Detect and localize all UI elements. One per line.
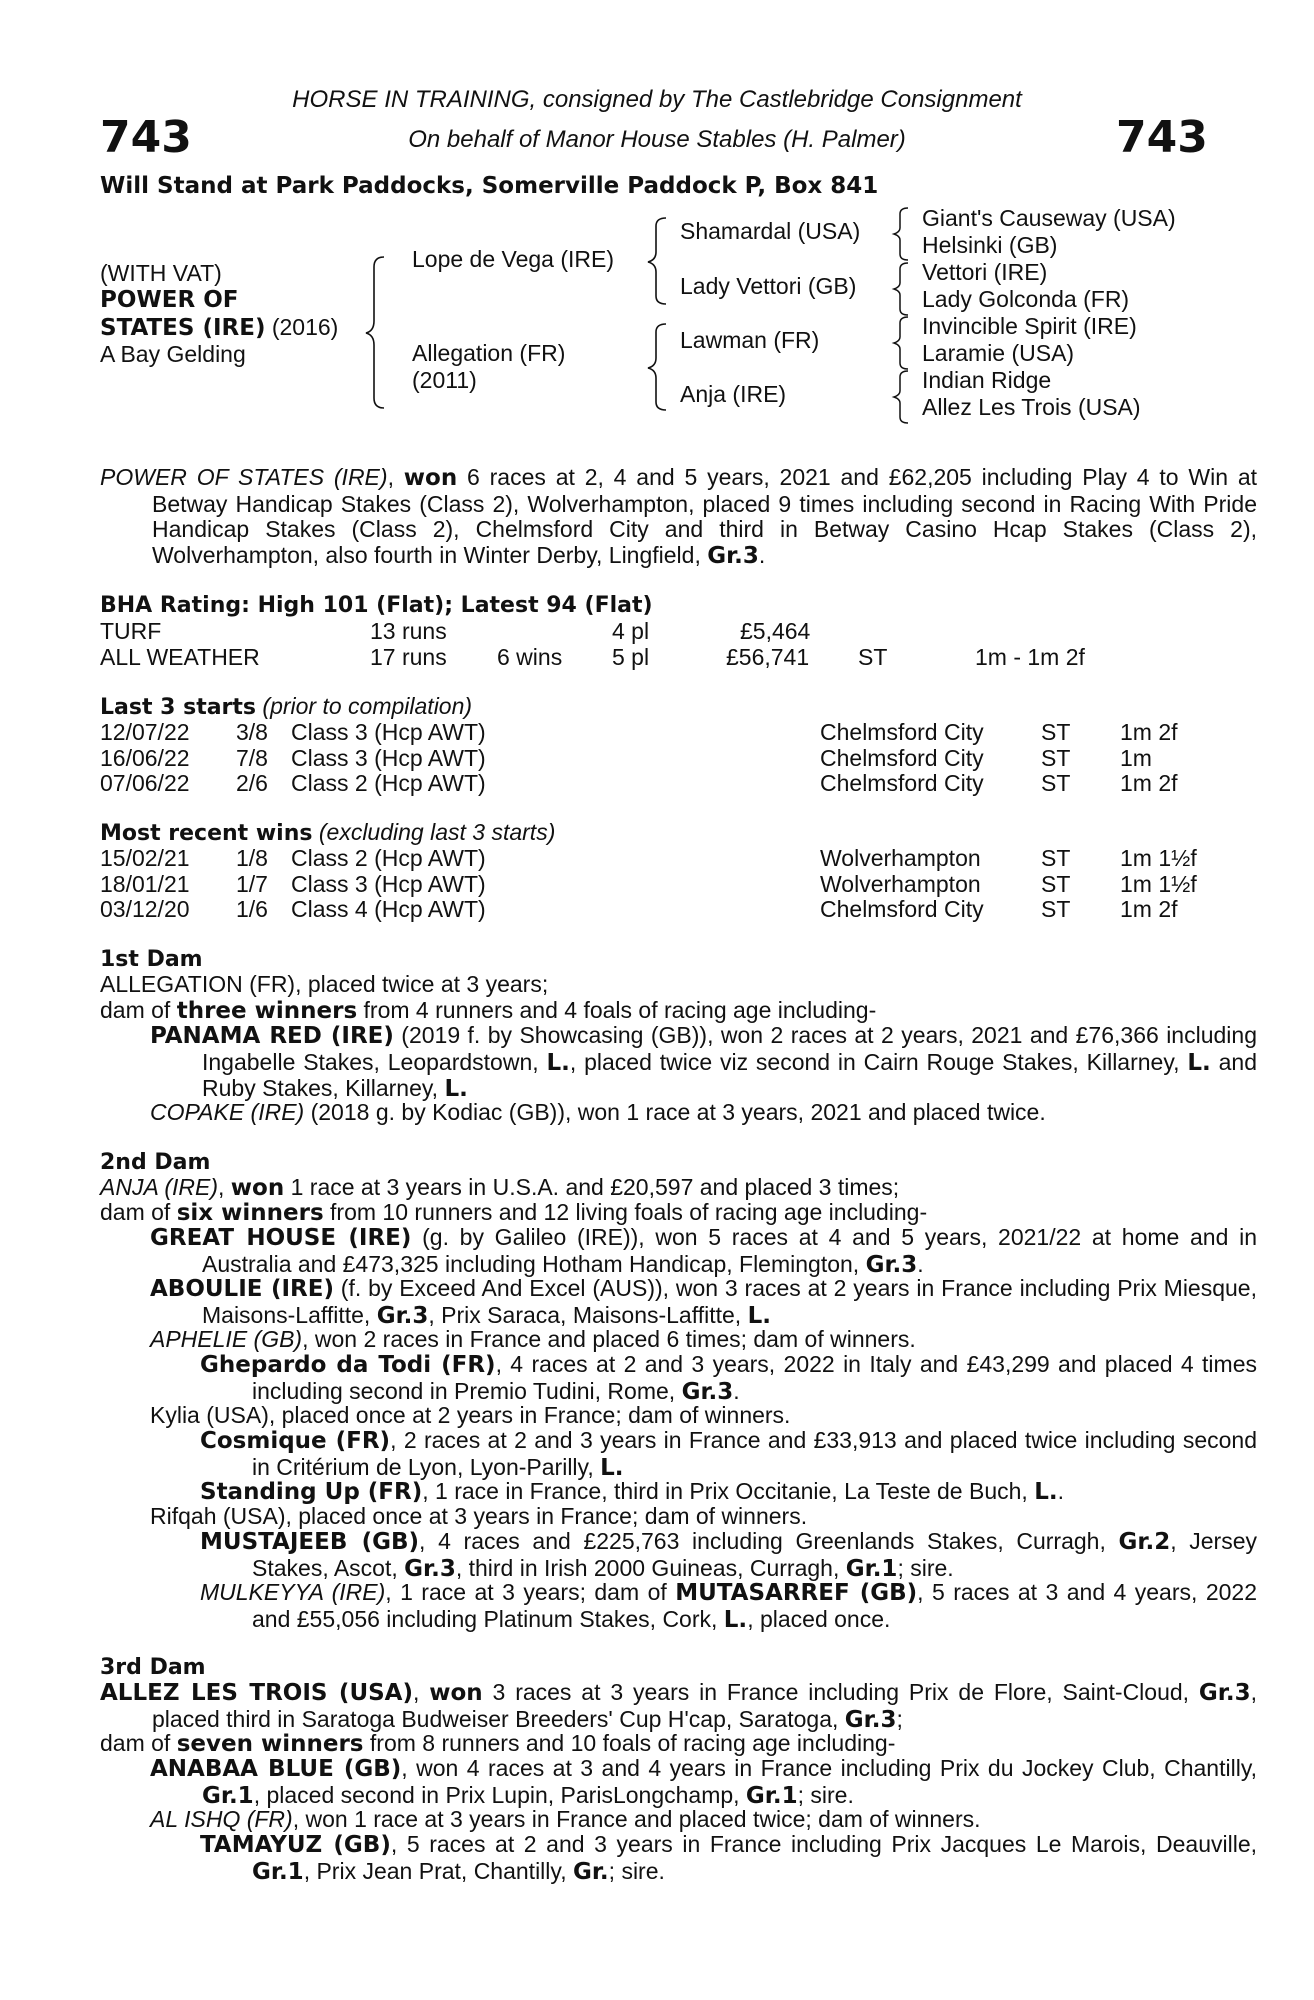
race-position: 3/8 <box>236 719 268 745</box>
grade: Gr.3 <box>844 1706 897 1733</box>
horse-name-line2: STATES (IRE) <box>100 315 266 341</box>
race-date: 03/12/20 <box>100 896 190 922</box>
race-course: Wolverhampton <box>820 845 981 871</box>
produce-mustajeeb <box>200 1529 1257 1582</box>
horse-name: MULKEYYA (IRE) <box>200 1579 386 1605</box>
recent-wins-title: Most recent wins <box>100 821 313 846</box>
text: from 8 runners and 10 foals of racing age including- <box>363 1730 896 1756</box>
grade: L. <box>1034 1479 1058 1505</box>
text: 3 races at 3 years in France including Prix de Flore, Saint-Cloud, <box>482 1679 1199 1705</box>
grade: Gr. <box>572 1858 609 1885</box>
sire-dam: Lady Vettori (GB) <box>680 273 857 299</box>
grade: Gr.3 <box>681 1378 734 1405</box>
race-date: 18/01/21 <box>100 870 190 897</box>
grade: L. <box>444 1076 468 1103</box>
race-going: ST <box>1041 719 1071 745</box>
horse-name: MUTASARREF (GB) <box>675 1580 918 1606</box>
sire-dam-dam: Lady Golconda (FR) <box>922 286 1130 312</box>
race-distance: 1m 2f <box>1120 770 1178 796</box>
grade: Gr.3 <box>376 1302 429 1329</box>
text: ; sire. <box>897 1554 954 1581</box>
text: ; sire. <box>797 1781 854 1808</box>
grade: L. <box>1187 1049 1211 1076</box>
horse-name: COPAKE (IRE) <box>150 1099 305 1125</box>
text: dam of <box>100 1730 177 1756</box>
text: , 2 races at 2 and 3 years in France and £33,913 and placed twice including second in Critérium de Lyon, Lyon-Parilly, <box>252 1427 1257 1480</box>
produce-anabaa-blue <box>150 1756 1257 1809</box>
summary-won: won <box>403 465 458 491</box>
text: from 4 runners and 4 foals of racing age including- <box>357 997 877 1023</box>
race-position: 2/6 <box>236 770 268 796</box>
horse-name: ALLEZ LES TROIS (USA) <box>100 1680 413 1706</box>
text: dam of <box>100 997 177 1023</box>
grade: Gr.3 <box>865 1251 918 1278</box>
horse-name: ABOULIE (IRE) <box>150 1276 334 1302</box>
first-dam-title: 1st Dam <box>100 947 203 972</box>
horse-name: Cosmique (FR) <box>200 1428 391 1454</box>
horse-name: PANAMA RED (IRE) <box>150 1023 394 1049</box>
produce-standing-up: Standing Up (FR), 1 race in France, third in Prix Occitanie, La Teste de Buch, L.. <box>200 1478 1064 1505</box>
rating-surface: ALL WEATHER <box>100 644 260 670</box>
winners-count: six winners <box>176 1200 324 1226</box>
recent-wins-heading <box>100 820 555 847</box>
text: dam of <box>100 1199 177 1225</box>
lot-number-right: 743 <box>1116 112 1208 163</box>
text: (g. by Galileo (IRE)), won 5 races at 4 and 5 years, 2021/22 at home and in Australia and £473,325 including Hotham Handicap, Flemington, <box>202 1224 1258 1277</box>
text: , third in Irish 2000 Guineas, Curragh, <box>455 1554 846 1581</box>
horse-name-line2-wrap <box>100 314 338 341</box>
produce-cosmique <box>200 1428 1257 1481</box>
text: , placed third in Saratoga Budweiser Breeders' Cup H'cap, Saratoga, <box>152 1679 1257 1732</box>
text: (2018 g. by Kodiac (GB)), won 1 race at 3 years, 2021 and placed twice. <box>304 1099 1046 1125</box>
pedigree-bracket-dam <box>652 322 672 412</box>
race-distance: 1m 1½f <box>1120 870 1197 897</box>
text: , 1 race at 3 years; dam of <box>385 1579 676 1605</box>
third-dam-title: 3rd Dam <box>100 1655 206 1680</box>
grade: Gr.1 <box>202 1782 254 1809</box>
sire-sire: Shamardal (USA) <box>680 218 861 244</box>
pedigree-bracket-dd <box>896 369 916 425</box>
produce-ghepardo-da-todi: Ghepardo da Todi (FR), 4 races at 2 and 3 years, 2022 in Italy and £43,299 and placed 4 times including second in Premio Tudini, Rome, Gr.3. <box>200 1351 1257 1405</box>
won: won <box>429 1680 483 1706</box>
grade: Gr.3 <box>404 1555 456 1582</box>
rating-placed: 4 pl <box>612 618 650 644</box>
dam-year: (2011) <box>412 367 477 393</box>
race-date: 07/06/22 <box>100 770 190 796</box>
race-class: Class 3 (Hcp AWT) <box>291 744 486 771</box>
rating-runs: 13 runs <box>370 618 447 644</box>
winners-count: seven winners <box>176 1731 364 1757</box>
rating-distance: 1m - 1m 2f <box>975 644 1085 670</box>
rating-going: ST <box>858 644 888 670</box>
text: , Prix Saraca, Maisons-Laffitte, <box>428 1301 748 1328</box>
race-course: Chelmsford City <box>820 744 984 771</box>
consignor-line: HORSE IN TRAINING, consigned by The Castlebridge Consignment <box>292 86 1022 113</box>
summary-grade: Gr.3 <box>707 542 759 569</box>
text: , won 4 races at 3 and 4 years in France including Prix du Jockey Club, Chantilly, <box>401 1755 1257 1781</box>
race-date: 12/07/22 <box>100 719 190 745</box>
rating-runs: 17 runs <box>370 644 447 670</box>
dam-sire: Lawman (FR) <box>680 327 820 353</box>
race-distance: 1m 2f <box>1120 896 1178 922</box>
rating-wins: 6 wins <box>497 644 563 670</box>
horse-name: APHELIE (GB) <box>150 1326 303 1352</box>
rating-prize: £56,741 <box>726 644 810 670</box>
pedigree-bracket-ss <box>896 206 916 262</box>
race-date: 15/02/21 <box>100 845 190 871</box>
grade: L. <box>600 1454 624 1481</box>
dam-sire-dam: Laramie (USA) <box>922 340 1075 366</box>
race-class: Class 4 (Hcp AWT) <box>291 896 486 922</box>
race-class: Class 3 (Hcp AWT) <box>291 719 486 745</box>
race-course: Chelmsford City <box>820 896 984 922</box>
race-position: 7/8 <box>236 744 268 771</box>
text: , 4 races and £225,763 including Greenlands Stakes, Curragh, <box>419 1528 1119 1554</box>
rating-placed: 5 pl <box>612 644 650 670</box>
race-class: Class 2 (Hcp AWT) <box>291 770 486 796</box>
last3-subtitle: (prior to compilation) <box>262 693 473 719</box>
produce-copake <box>150 1100 1205 1126</box>
produce-tamayuz <box>200 1832 1257 1885</box>
last3-heading <box>100 694 472 721</box>
horse-name: AL ISHQ (FR) <box>150 1806 293 1832</box>
race-going: ST <box>1041 770 1071 796</box>
race-distance: 1m <box>1120 744 1152 771</box>
race-date: 16/06/22 <box>100 744 190 771</box>
text: , 5 races at 2 and 3 years in France including Prix Jacques Le Marois, Deauville, <box>390 1831 1258 1857</box>
produce-panama-red <box>150 1023 1257 1103</box>
first-dam-line: ALLEGATION (FR), placed twice at 3 years; <box>100 971 549 997</box>
horse-name: Ghepardo da Todi (FR) <box>200 1352 496 1378</box>
third-dam-line: ALLEZ LES TROIS (USA), won 3 races at 3 years in France including Prix de Flore, Saint-Cloud, Gr.3, placed third in Saratoga Budweiser Breeders' Cup H'cap, Saratoga, Gr.3; <box>100 1679 1257 1733</box>
dam: Allegation (FR) <box>412 340 566 366</box>
sire-sire-dam: Helsinki (GB) <box>922 232 1058 258</box>
grade: Gr.1 <box>252 1858 304 1885</box>
stand-location: Will Stand at Park Paddocks, Somerville Paddock P, Box 841 <box>100 173 879 199</box>
summary-text: 6 races at 2, 4 and 5 years, 2021 and £62,205 including Play 4 to Win at Betway Handicap Stakes (Class 2), Wolverhampton, placed 9 times including second in Racing With Pride Handicap Stakes (Class 2), Chelmsford City and third in Betway Casino Hcap Stakes (Class 2), Wolverhampton, also fourth in Winter Derby, Lingfield, <box>152 464 1258 568</box>
produce-great-house: GREAT HOUSE (IRE) (g. by Galileo (IRE)), won 5 races at 4 and 5 years, 2021/22 at home and in Australia and £473,325 including Hotham Handicap, Flemington, Gr.3. <box>150 1224 1258 1278</box>
text: , won 1 race at 3 years in France and placed twice; dam of winners. <box>292 1806 981 1832</box>
won: won <box>230 1175 285 1201</box>
race-class: Class 3 (Hcp AWT) <box>291 870 486 897</box>
text: , Prix Jean Prat, Chantilly, <box>303 1857 573 1884</box>
summary-end: . <box>758 541 766 568</box>
text: , Jersey Stakes, Ascot, <box>252 1528 1257 1581</box>
horse-name: TAMAYUZ (GB) <box>200 1832 391 1858</box>
pedigree-bracket-ds <box>896 315 916 371</box>
race-course: Chelmsford City <box>820 770 984 796</box>
third-dam-produce-line <box>100 1731 895 1758</box>
grade: Gr.1 <box>845 1555 898 1582</box>
pedigree-bracket-sd <box>896 261 916 317</box>
first-dam-produce-line <box>100 998 876 1025</box>
race-position: 1/7 <box>236 870 268 897</box>
sire-sire-sire: Giant's Causeway (USA) <box>922 205 1176 231</box>
last3-title: Last 3 starts <box>100 695 257 720</box>
text: , won 2 races in France and placed 6 times; dam of winners. <box>302 1326 916 1352</box>
second-dam-produce-line <box>100 1200 927 1227</box>
produce-mulkeyya <box>200 1580 1257 1633</box>
horse-name: GREAT HOUSE (IRE) <box>150 1225 412 1251</box>
horse-name: ANJA (IRE) <box>100 1174 218 1200</box>
grade: Gr.3 <box>1198 1680 1251 1706</box>
text: , 4 races at 2 and 3 years, 2022 in Italy and £43,299 and placed 4 times including second in Premio Tudini, Rome, <box>252 1351 1257 1404</box>
lot-number-left: 743 <box>100 112 192 163</box>
sire-dam-sire: Vettori (IRE) <box>922 259 1048 285</box>
text: ; sire. <box>608 1857 665 1884</box>
text: , 5 races at 3 and 4 years, 2022 and £55,056 including Platinum Stakes, Cork, <box>252 1579 1257 1632</box>
winners-count: three winners <box>176 998 358 1024</box>
horse-name: ANABAA BLUE (GB) <box>150 1756 402 1782</box>
second-dam-line: ANJA (IRE), won 1 race at 3 years in U.S.A. and £20,597 and placed 3 times; <box>100 1174 900 1201</box>
grade: L. <box>723 1606 748 1633</box>
race-going: ST <box>1041 845 1071 871</box>
grade: Gr.2 <box>1118 1529 1171 1555</box>
text: and Ruby Stakes, Killarney, <box>202 1048 1257 1102</box>
pedigree-bracket-main <box>370 255 390 410</box>
rating-prize: £5,464 <box>740 618 811 644</box>
race-course: Chelmsford City <box>820 719 984 745</box>
text: , placed twice viz second in Cairn Rouge Stakes, Killarney, <box>569 1048 1188 1075</box>
produce-aboulie <box>150 1276 1257 1329</box>
grade: L. <box>747 1302 771 1329</box>
horse-year: (2016) <box>271 314 339 340</box>
text: , placed once. <box>747 1605 891 1632</box>
dam-dam: Anja (IRE) <box>680 381 787 407</box>
race-summary: POWER OF STATES (IRE), won 6 races at 2, 4 and 5 years, 2021 and £62,205 including Play 4 to Win at Betway Handicap Stakes (Class 2), Wolverhampton, placed 9 times including second in Racing With Pride Handicap Stakes (Class 2), Chelmsford City and third in Betway Casino Hcap Stakes (Class 2), Wolverhampton, also fourth in Winter Derby, Lingfield, Gr.3. <box>100 464 1258 569</box>
on-behalf-line: On behalf of Manor House Stables (H. Palmer) <box>408 126 906 153</box>
race-distance: 1m 2f <box>1120 719 1178 745</box>
sire: Lope de Vega (IRE) <box>412 246 615 272</box>
text: , placed second in Prix Lupin, ParisLongchamp, <box>253 1781 746 1808</box>
dam-dam-dam: Allez Les Trois (USA) <box>922 394 1141 420</box>
race-position: 1/6 <box>236 896 268 922</box>
text: (2019 f. by Showcasing (GB)), won 2 races at 2 years, 2021 and £76,366 including Ingabelle Stakes, Leopardstown, <box>202 1022 1257 1075</box>
recent-wins-subtitle: (excluding last 3 starts) <box>318 819 556 845</box>
text: , 1 race in France, third in Prix Occitanie, La Teste de Buch, <box>422 1478 1035 1504</box>
horse-description: A Bay Gelding <box>100 341 246 367</box>
text: 1 race at 3 years in U.S.A. and £20,597 and placed 3 times; <box>284 1174 900 1200</box>
bha-rating-title: BHA Rating: High 101 (Flat); Latest 94 (Flat) <box>100 593 653 618</box>
produce-rifqah: Rifqah (USA), placed once at 3 years in France; dam of winners. <box>150 1503 808 1529</box>
rating-surface: TURF <box>100 618 162 644</box>
race-class: Class 2 (Hcp AWT) <box>291 845 486 871</box>
text: from 10 runners and 12 living foals of racing age including- <box>323 1199 928 1225</box>
grade: L. <box>546 1049 570 1076</box>
vat-label: (WITH VAT) <box>100 260 222 286</box>
dam-dam-sire: Indian Ridge <box>922 367 1052 393</box>
dam-sire-sire: Invincible Spirit (IRE) <box>922 313 1137 339</box>
horse-name: MUSTAJEEB (GB) <box>200 1529 420 1555</box>
race-distance: 1m 1½f <box>1120 845 1197 871</box>
race-course: Wolverhampton <box>820 870 981 897</box>
race-going: ST <box>1041 870 1071 897</box>
grade: Gr.1 <box>745 1782 798 1809</box>
produce-kylia: Kylia (USA), placed once at 2 years in France; dam of winners. <box>150 1402 791 1428</box>
summary-horse-name: POWER OF STATES (IRE) <box>100 464 388 490</box>
produce-aphelie <box>150 1327 1205 1353</box>
produce-al-ishq <box>150 1807 1205 1833</box>
text: (f. by Exceed And Excel (AUS)), won 3 races at 2 years in France including Prix Miesque, Maisons-Laffitte, <box>202 1275 1257 1328</box>
race-going: ST <box>1041 744 1071 771</box>
race-going: ST <box>1041 896 1071 922</box>
horse-name-line1: POWER OF <box>100 287 239 313</box>
horse-name: Standing Up (FR) <box>200 1479 423 1505</box>
second-dam-title: 2nd Dam <box>100 1150 211 1175</box>
race-position: 1/8 <box>236 845 268 871</box>
pedigree-bracket-sire <box>652 216 672 306</box>
